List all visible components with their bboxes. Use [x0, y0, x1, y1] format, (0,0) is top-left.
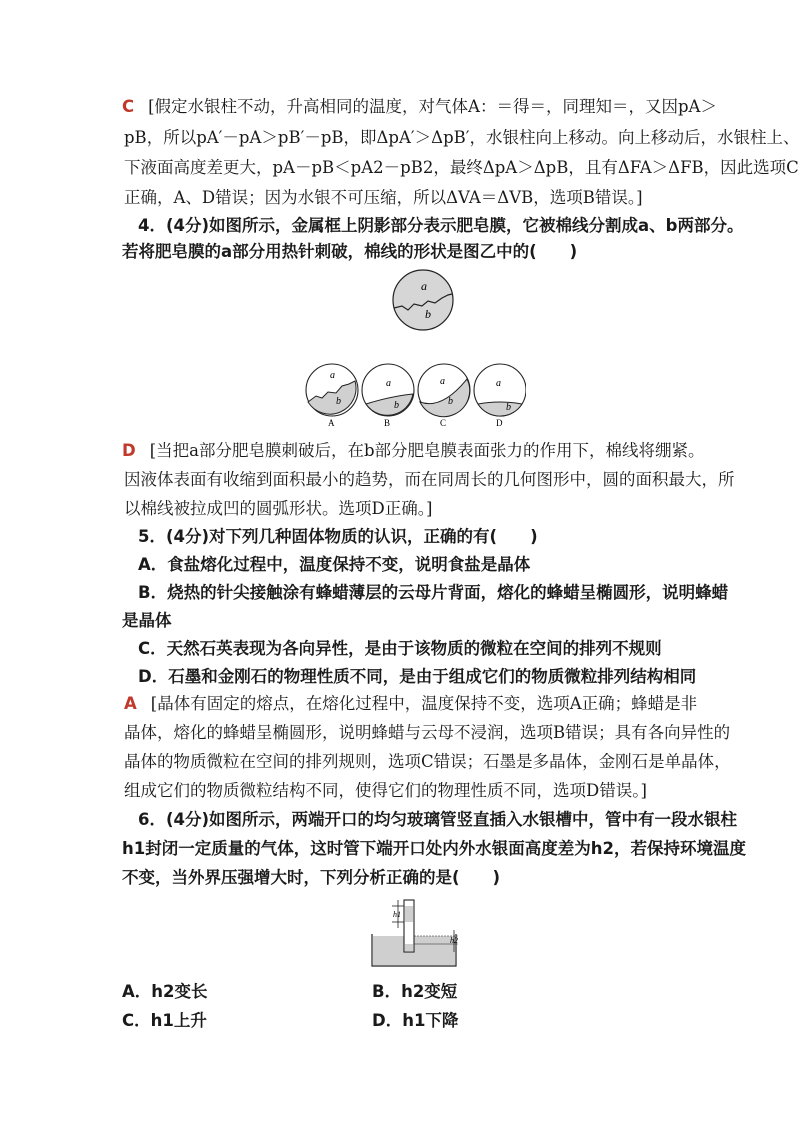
q4-answer-line-1: D [当把a部分肥皂膜刺破后，在b部分肥皂膜表面张力的作用下，棉线将绷紧。 — [122, 441, 705, 460]
q5-answer-letter: A — [124, 694, 137, 713]
label-a: a — [421, 279, 427, 293]
q3-answer-line-4: 正确，A、D错误；因为水银不可压缩，所以ΔVA＝ΔVB，选项B错误。] — [124, 188, 643, 207]
svg-text:a: a — [440, 376, 445, 387]
soap-film-figure — [388, 268, 458, 332]
q4-answer-line-3: 以棉线被拉成凹的圆弧形状。选项D正确。] — [124, 499, 433, 518]
q4-stem-line-1: 4．(4分)如图所示，金属框上阴影部分表示肥皂膜，它被棉线分割成a、b两部分。 — [138, 216, 744, 235]
q3-answer-letter: C — [122, 97, 135, 116]
svg-text:b: b — [448, 396, 453, 407]
q3-answer-line-1: C [假定水银柱不动，升高相同的温度，对气体A：＝得＝，同理知＝，又因pA＞ — [122, 97, 717, 116]
label-h2: h2 — [450, 936, 458, 945]
mercury-tube-figure — [368, 896, 468, 970]
label-h1: h1 — [393, 910, 401, 919]
q4-answer-line-2: 因液体表面有收缩到面积最小的趋势，而在同周长的几何图形中，圆的面积最大，所 — [124, 470, 735, 489]
option-d-film — [478, 402, 522, 416]
svg-text:b: b — [394, 400, 399, 411]
q6-option-c: C．h1上升 — [122, 1011, 207, 1030]
option-b-label: B — [384, 418, 391, 428]
q5-option-d: D．石墨和金刚石的物理性质不同，是由于组成它们的物质微粒排列结构相同 — [138, 667, 697, 686]
label-b: b — [425, 307, 431, 321]
option-c-label: C — [440, 418, 447, 428]
options-figure — [302, 362, 526, 428]
option-d-label: D — [496, 418, 503, 428]
q6-stem-line-3: 不变，当外界压强增大时，下列分析正确的是( ) — [122, 868, 501, 887]
q5-option-b-cont: 是晶体 — [122, 611, 172, 630]
q5-option-b: B．烧热的针尖接触涂有蜂蜡薄层的云母片背面，熔化的蜂蜡呈椭圆形，说明蜂蜡 — [138, 583, 729, 602]
q6-option-b: B．h2变短 — [372, 982, 458, 1001]
q5-answer-line-4: 组成它们的物质微粒结构不同，使得它们的物理性质不同，选项D错误。] — [124, 781, 647, 800]
q6-option-a: A．h2变长 — [122, 982, 208, 1001]
q6-option-d: D．h1下降 — [372, 1011, 459, 1030]
q6-stem-line-2: h1封闭一定质量的气体，这时管下端开口处内外水银面高度差为h2，若保持环境温度 — [122, 839, 746, 858]
option-a-label: A — [328, 418, 335, 428]
q3-answer-line-3: 下液面高度差更大，pA－pB＜pA2－pB2，最终ΔpA＞ΔpB，且有ΔFA＞ΔFB，因此选项C — [124, 158, 799, 177]
q5-answer-line-3: 晶体的物质微粒在空间的排列规则，选项C错误；石墨是多晶体，金刚石是单晶体， — [124, 752, 731, 771]
q5-stem: 5．(4分)对下列几种固体物质的认识，正确的有( ) — [138, 527, 538, 546]
svg-text:a: a — [496, 378, 501, 389]
svg-text:b: b — [506, 402, 511, 413]
q5-option-a: A．食盐熔化过程中，温度保持不变，说明食盐是晶体 — [138, 555, 531, 574]
svg-text:a: a — [386, 378, 391, 389]
svg-text:b: b — [336, 396, 341, 407]
q6-stem-line-1: 6．(4分)如图所示，两端开口的均匀玻璃管竖直插入水银槽中，管中有一段水银柱 — [138, 810, 738, 829]
q3-answer-line-2: pB，所以pA′－pA＞pB′－pB，即ΔpA′＞ΔpB′，水银柱向上移动。向上移动后，水银柱上、 — [124, 128, 800, 147]
svg-text:a: a — [330, 370, 335, 381]
q4-stem-line-2: 若将肥皂膜的a部分用热针刺破，棉线的形状是图乙中的( ) — [122, 242, 578, 261]
q4-answer-letter: D — [122, 441, 136, 460]
q5-option-c: C．天然石英表现为各向异性，是由于该物质的微粒在空间的排列不规则 — [138, 639, 662, 658]
mercury-column-h1 — [405, 906, 413, 922]
q5-answer-line-2: 晶体，熔化的蜂蜡呈椭圆形，说明蜂蜡与云母不浸润，选项B错误；具有各向异性的 — [124, 723, 731, 742]
q5-answer-line-1: A [晶体有固定的熔点，在熔化过程中，温度保持不变，选项A正确；蜂蜡是非 — [124, 694, 698, 713]
